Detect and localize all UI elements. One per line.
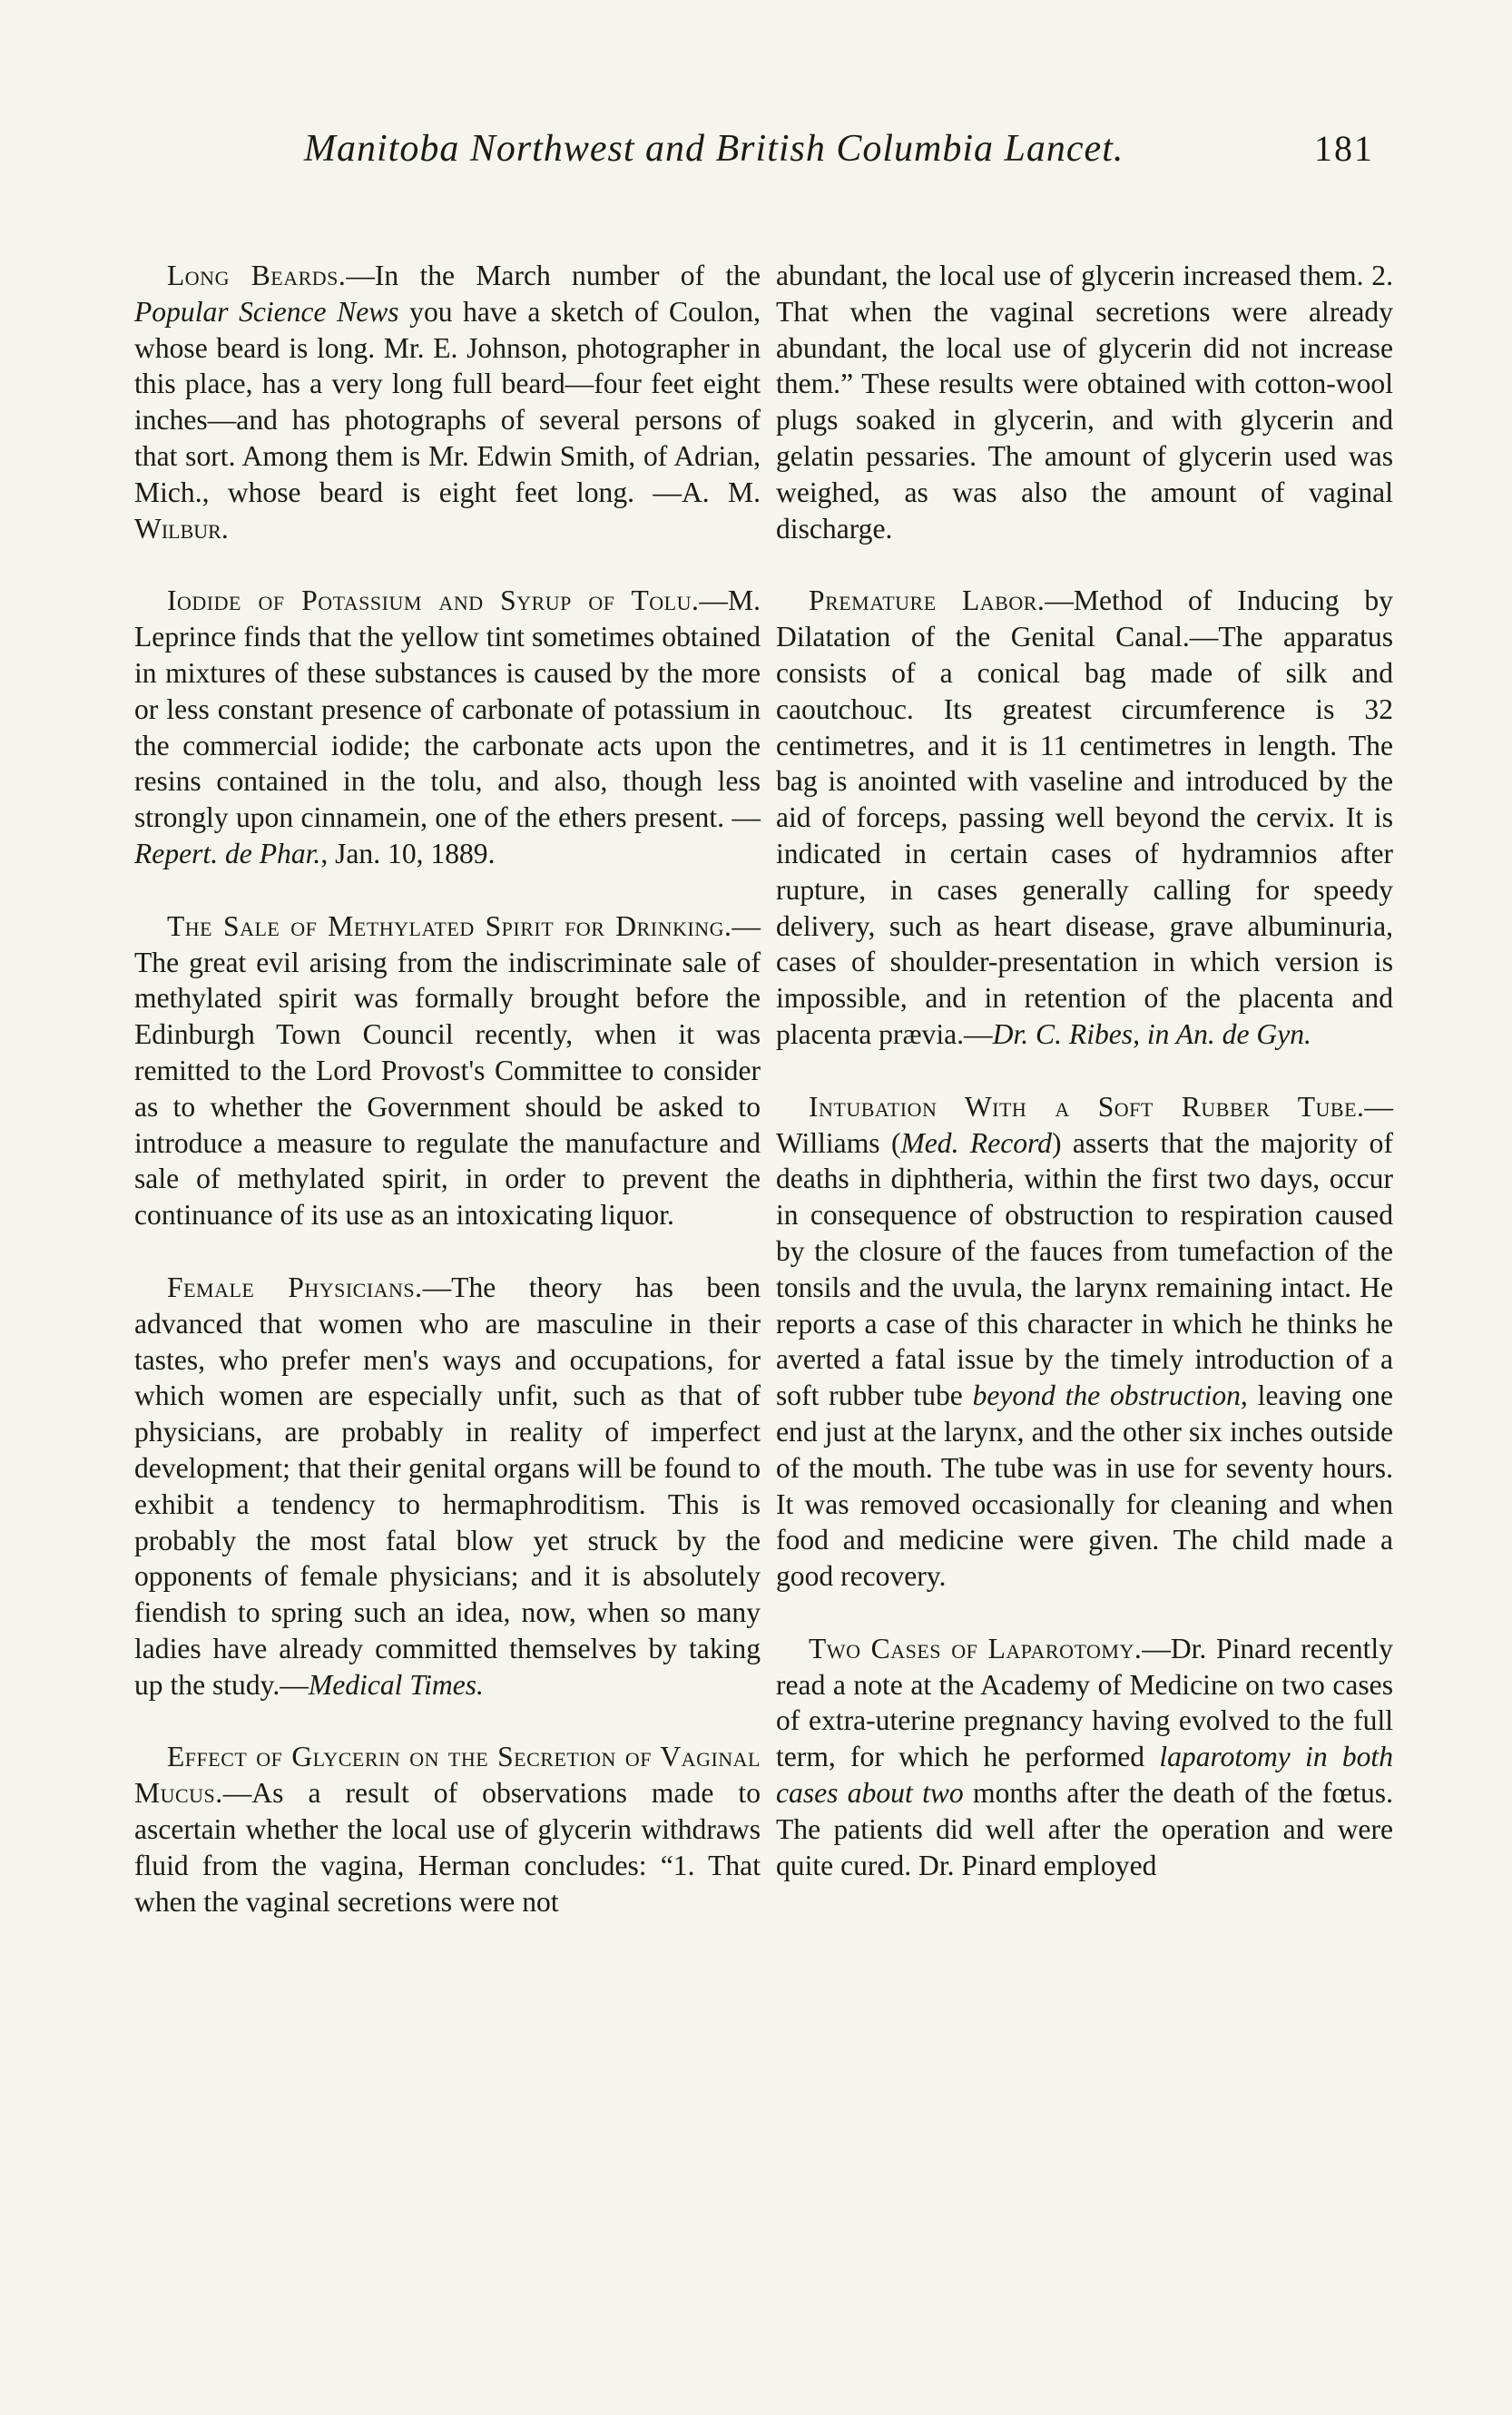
article-text: you have a sketch of Coulon, whose beard is long. Mr. E. Johnson, photographer in this place, has a very long full beard—four feet eight inches—and has photographs of several persons of that sort. Among them is Mr. Edwin Smith, of Adrian, Mich., whose beard is eight feet long. — [134, 295, 761, 508]
article-glycerin-continued [776, 258, 1393, 546]
article-heading: Intubation With a Soft Rubber Tube. [809, 1090, 1365, 1123]
journal-name: Med. Record [900, 1126, 1052, 1159]
article-text: months after the death of the fœtus. The patients did well after the operation and were quite cured. Dr. Pinard employed [776, 1777, 1393, 1881]
article-text: —M. Leprince finds that the yellow tint sometimes obtained in mixtures of these substances is caused by the more or less constant presence of carbonate of potassium in the commercial iodide; the carbonate acts upon the resins contained in the tolu, and also, though less strongly upon cinnamein, one of the ethers present. — [134, 584, 761, 834]
article-glycerin [134, 1739, 761, 1919]
publication-title: Popular Science News [134, 295, 399, 328]
article-text: ) asserts that the majority of deaths in diphtheria, within the first two days, occur in consequence of obstruction to respiration caused by the closure of the fauces from tumefaction of the tonsils and the uvula, the larynx remaining intact. He reports a case of this character in which he thinks he averted a fatal issue by the timely introduction of a soft rubber tube [776, 1126, 1393, 1412]
article-text: —Dr. Pinard recently read a note at the Academy of Medicine on two cases of extra-uterine pregnancy having evolved to the full term, for which he performed [776, 1632, 1393, 1773]
article-methylated-spirit [134, 908, 761, 1233]
article-heading: Effect of Glycerin on the Secretion of Vaginal Mucus. [134, 1741, 761, 1810]
article-iodide-of-potassium [134, 583, 761, 871]
article-heading: Female Physicians. [167, 1271, 423, 1303]
page-header [0, 127, 1512, 182]
article-heading: Long Beards. [167, 260, 347, 291]
article-long-beards [134, 258, 761, 546]
citation-date: , Jan. 10, 1889. [320, 837, 496, 869]
emphasis-text: laparotomy in both cases about two [776, 1741, 1394, 1810]
article-text: —As a result of observations made to ascertain whether the local use of glycerin withdraws fluid from the vagina, Herman concludes: “1. That when the vaginal secretions were not [134, 1777, 761, 1918]
emphasis-text: beyond the obstruction [972, 1379, 1241, 1412]
article-text: —The theory has been advanced that women who are masculine in their tastes, who prefer men's ways and occupations, for which women are especially unfit, such as that of physicians, are probably in reality of imperfect development; that their genital organs will be found to exhibit a tendency to hermaphroditism. This is probably the most fatal blow yet struck by the opponents of female physicians; and it is absolutely fiendish to spring such an idea, now, when so many ladies have already committed themselves by taking up the study.— [134, 1271, 761, 1701]
article-text: , leaving one end just at the larynx, and the other six inches outside of the mouth. The tube was in use for seventy hours. It was removed occasionally for cleaning and when food and medicine were given. The child made a good recovery. [776, 1379, 1393, 1593]
right-column [776, 258, 1393, 1919]
running-title: Manitoba Northwest and British Columbia Lancet. [304, 128, 1124, 170]
article-laparotomy [776, 1631, 1393, 1884]
article-text: —In the March number of the [346, 260, 761, 291]
source-citation: Dr. C. Ribes, in An. de Gyn. [992, 1017, 1311, 1050]
author-signature: A. M. Wilbur. [134, 476, 761, 545]
article-heading: The Sale of Methylated Spirit for Drinking. [167, 909, 732, 942]
article-heading: Iodide of Potassium and Syrup of Tolu. [167, 584, 700, 617]
article-text: —Method of Inducing by Dilatation of the Genital Canal.—The apparatus consists of a conical bag made of silk and caoutchouc. Its greatest circumference is 32 centimetres, and it is 11 centimetres in length. The bag is anointed with vaseline and introduced by the aid of forceps, passing well beyond the cervix. It is indicated in certain cases of hydramnios after rupture, in cases generally calling for speedy delivery, such as heart disease, grave albuminuria, cases of shoulder-presentation in which version is impossible, and in retention of the placenta and placenta prævia.— [776, 584, 1393, 1050]
left-column [134, 258, 761, 1956]
source-citation: Repert. de Phar. [134, 837, 321, 869]
article-text: abundant, the local use of glycerin increased them. 2. That when the vaginal secretions were already abundant, the local use of glycerin did not increase them.” These results were obtained with cotton-wool plugs soaked in glycerin, and with glycerin and gelatin pessaries. The amount of glycerin used was weighed, as was also the amount of vaginal discharge. [776, 260, 1393, 545]
article-intubation [776, 1089, 1393, 1595]
article-premature-labor [776, 583, 1393, 1052]
article-heading: Two Cases of Laparotomy. [809, 1632, 1143, 1664]
article-heading: Premature Labor. [809, 584, 1046, 617]
article-female-physicians [134, 1270, 761, 1703]
article-text: —The great evil arising from the indiscriminate sale of methylated spirit was formally brought before the Edinburgh Town Council recently, when it was remitted to the Lord Provost's Committee to consider as to whether the Government should be asked to introduce a measure to regulate the manufacture and sale of methylated spirit, in order to prevent the continuance of its use as an intoxicating liquor. [134, 909, 761, 1232]
page-number: 181 [1314, 128, 1374, 169]
source-citation: Medical Times. [308, 1668, 484, 1701]
article-text: —Williams ( [776, 1090, 1393, 1159]
